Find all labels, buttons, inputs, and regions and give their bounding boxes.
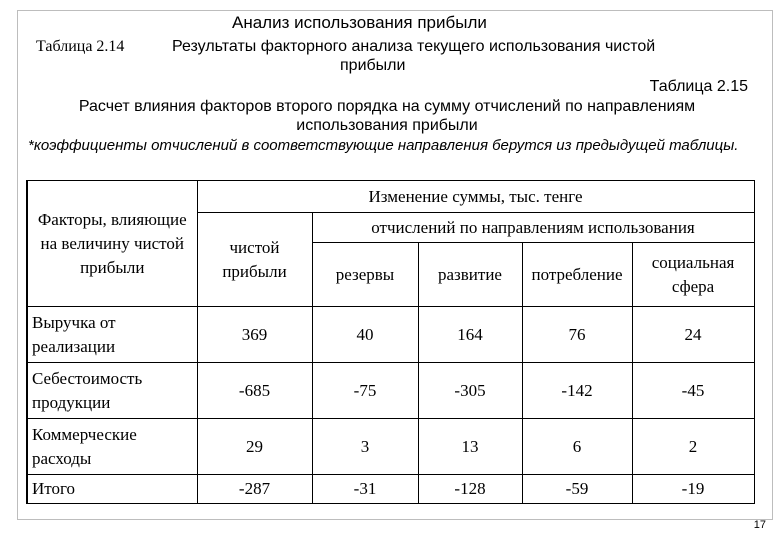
header-col-reserves: резервы — [312, 243, 418, 307]
slide-title: Анализ использования прибыли — [232, 13, 487, 32]
cell-value: 164 — [418, 307, 522, 363]
previous-table-caption — [172, 37, 732, 74]
cell-value: -75 — [312, 363, 418, 419]
cell-value: 40 — [312, 307, 418, 363]
cell-value: -128 — [418, 475, 522, 504]
cell-value: -287 — [197, 475, 312, 504]
cell-value: -31 — [312, 475, 418, 504]
previous-table-number: Таблица 2.14 — [36, 38, 125, 55]
table-row-total — [27, 475, 754, 504]
row-label: Коммерческие расходы — [27, 419, 197, 475]
row-label: Себестоимость продукции — [27, 363, 197, 419]
cell-value: 369 — [197, 307, 312, 363]
cell-value: -685 — [197, 363, 312, 419]
table-row — [27, 363, 754, 419]
cell-value: -19 — [632, 475, 754, 504]
cell-value: 2 — [632, 419, 754, 475]
row-label: Итого — [27, 475, 197, 504]
cell-value: -59 — [522, 475, 632, 504]
row-label: Выручка от реализации — [27, 307, 197, 363]
header-col-social: социальная сфера — [632, 243, 754, 307]
header-factors: Факторы, влияющие на величину чистой прибыли — [27, 181, 197, 307]
cell-value: -142 — [522, 363, 632, 419]
page-number: 17 — [753, 519, 766, 531]
header-col-development: развитие — [418, 243, 522, 307]
cell-value: 13 — [418, 419, 522, 475]
table-number: Таблица 2.15 — [649, 78, 748, 95]
header-deductions: отчислений по направлениям использования — [312, 213, 754, 243]
header-change: Изменение суммы, тыс. тенге — [197, 181, 754, 213]
cell-value: -45 — [632, 363, 754, 419]
previous-table-caption-line1: Результаты факторного анализа текущего использования чистой — [172, 38, 656, 55]
table-row — [27, 419, 754, 475]
cell-value: 76 — [522, 307, 632, 363]
cell-value: 29 — [197, 419, 312, 475]
header-col-consumption: потребление — [522, 243, 632, 307]
cell-value: 3 — [312, 419, 418, 475]
footnote: *коэффициенты отчислений в соответствующие направления берутся из предыдущей таблицы. — [28, 137, 739, 154]
cell-value: -305 — [418, 363, 522, 419]
header-net-profit: чистой прибыли — [197, 213, 312, 307]
cell-value: 6 — [522, 419, 632, 475]
previous-table-caption-line2: прибыли — [340, 57, 406, 74]
table-row — [27, 307, 754, 363]
data-table — [26, 180, 755, 504]
cell-value: 24 — [632, 307, 754, 363]
table-caption: Расчет влияния факторов второго порядка на сумму отчислений по направлениям использования прибыли — [78, 98, 696, 134]
